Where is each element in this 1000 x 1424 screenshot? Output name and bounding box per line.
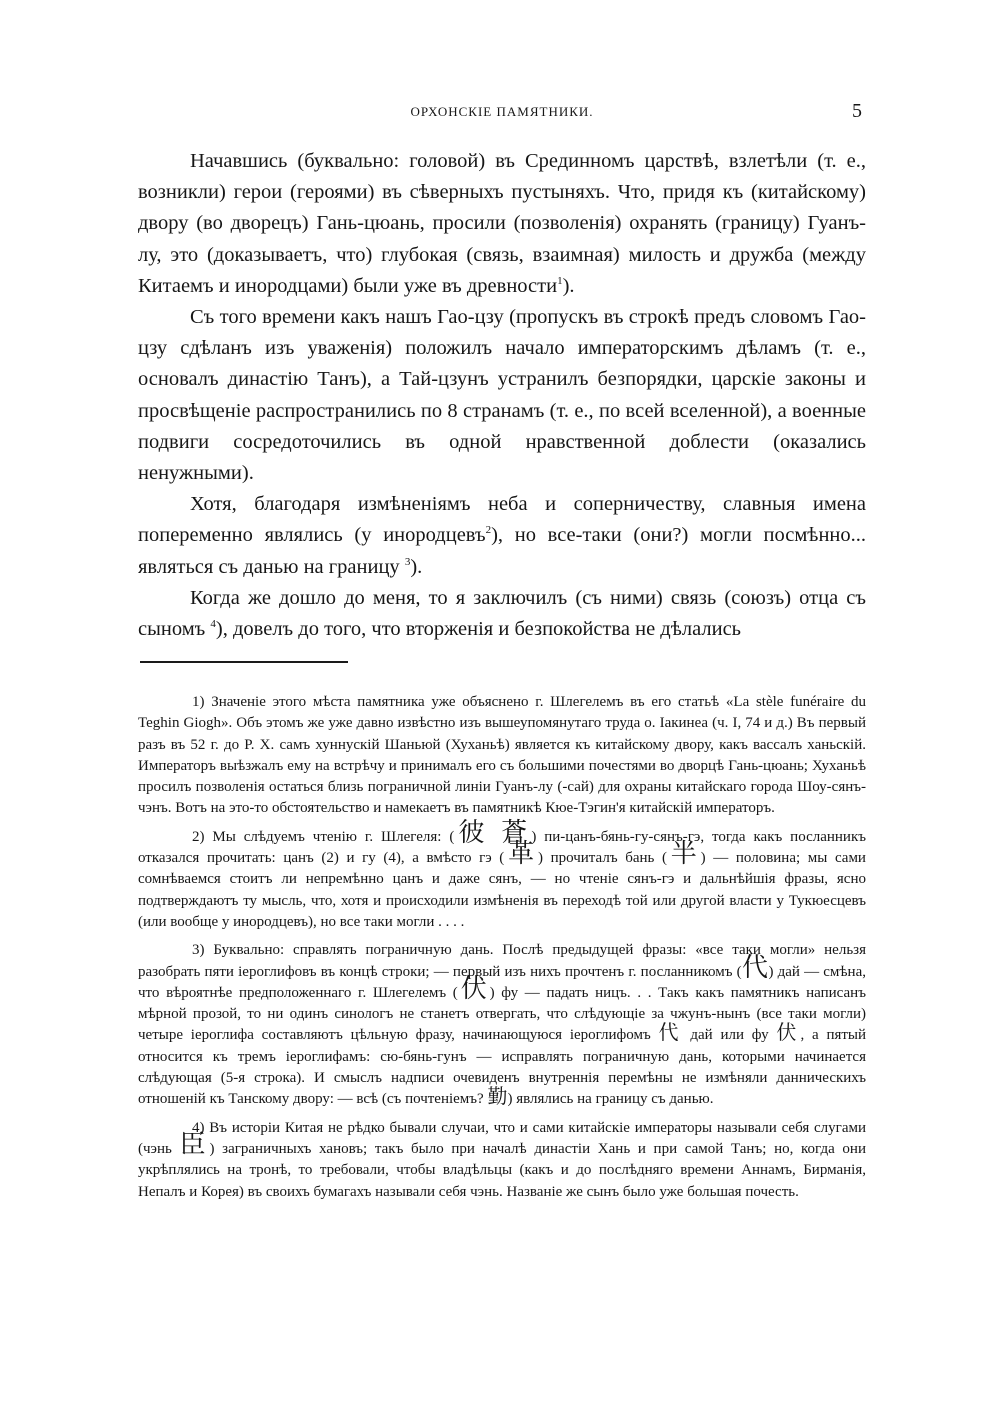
footnote-divider	[140, 661, 348, 663]
paragraph-2: Съ того времени какъ нашъ Гао-цзу (пропускъ въ строкѣ предъ словомъ Гао-цзу сдѣланъ изъ уваженія) положилъ начало императорскимъ дѣламъ (т. е., основалъ династію Танъ), а Тай-цзунъ устранилъ безпорядки, царскіе законы и просвѣщеніе распространились по 8 странамъ (т. е., по всей вселенной), а военные подвиги сосредоточились въ одной нравственной доблести (оказались ненужными).	[138, 306, 866, 485]
footnote-1: 1) Значеніе этого мѣста памятника уже объяснено г. Шлегелемъ въ его статьѣ «La stèle funéraire du Teghin Giogh». Объ этомъ же уже давно извѣстно изъ вышеупомянутаго труда о. Іакинеа (ч. I, 74 и д.) Въ первый разъ въ 52 г. до Р. Х. самъ хуннускій Шаньюй (Хуханьѣ) является къ китайскому двору, какъ вассалъ ханьскій. Императоръ выѣзжалъ ему на встрѣчу и принималъ его съ большими почестями во дворцѣ Гань-цюань; Хуханьѣ просилъ позволенія остаться близь пограничной линіи Гуанъ-лу (-сай) для охраны китайскаго города Шоу-сянъ-чэнъ. Вотъ на это-то обстоятельство и намекаетъ въ памятникѣ Кюе-Тэгин'я китайскій императоръ.	[138, 694, 866, 817]
footnote-ref-2[interactable]: 2	[485, 524, 492, 537]
chinese-character: 伏	[776, 1020, 801, 1045]
paragraph-3: Хотя, благодаря измѣненіямъ неба и соперничеству, славныя имена попеременно являлись (у инородцевъ$^2$), но все-таки (они?) могли посмѣнно... являться съ данью на границу $^3$).	[138, 493, 867, 578]
footnote-2: 2) Мы слѣдуемъ чтенію г. Шлегеля: (彼 蒼) пи-цанъ-бянь-гу-сянъ-гэ, тогда какъ посланникъ отказался прочитать: цанъ (2) и гу (4), а вмѣсто гэ (革) прочиталъ бань (半) — половина; мы сами сомнѣваемся стоитъ ли непремѣнно цанъ и даже сянъ, — но чтеніе сянъ-гэ и дальнѣйшія фразы, ясно подтверждаютъ ту мысль, что, хотя и происходили измѣненія въ переходѣ той или другой власти у Тукюесцевъ (или вообще у инородцевъ), но все таки могли . . . .	[138, 817, 867, 930]
chinese-characters: 彼 蒼	[454, 817, 532, 848]
running-title: ОРХОНСКІЕ ПАМЯТНИКИ.	[410, 104, 594, 119]
page-header	[138, 100, 866, 124]
main-text	[138, 146, 866, 645]
paragraph-4: Когда же дошло до меня, то я заключилъ (съ ними) связь (союзъ) отца съ сыномъ $^4$), довелъ до того, что вторженія и безпокойства не дѣлались	[138, 586, 866, 641]
footnote-ref-3[interactable]: 3	[404, 555, 411, 568]
chinese-character: 伏	[457, 973, 490, 1004]
footnote-3: 3) Буквально: справлять пограничную дань. Послѣ предыдущей фразы: «все таки могли» нельзя разобрать пяти іероглифовъ въ концѣ строки; — первый изъ нихъ прочтенъ г. посланникомъ (代) дай — смѣна, что вѣроятнѣе предположеннаго г. Шлегелемъ (伏) фу — падать ницъ. . . Такъ какъ памятникъ написанъ мѣрной прозой, то ни одинъ синологъ не станетъ отвергать, что слѣдующіе за чжунъ-нынъ (все таки могли) четыре іероглифа составляютъ цѣльную фразу, начинающуюся іероглифомъ 代 дай или фу 伏, а пятый относится къ тремъ іероглифамъ: сю-бянь-гунъ — исправлять пограничную дань, которыми начинается слѣдующая (5-я строка). И смыслъ надписи очевиденъ внутреннія перемѣны не измѣняли данническихъ отношеній къ Танскому двору: — всѣ (съ почтеніемъ? 勤) являлись на границу съ данью.	[138, 942, 867, 1109]
chinese-character: 臣	[179, 1129, 210, 1160]
chinese-character: 代	[741, 952, 769, 983]
footnote-ref-1[interactable]: 1	[557, 274, 563, 287]
footnotes	[138, 692, 866, 1210]
paragraph-1: Начавшись (буквально: головой) въ Срединномъ царствѣ, взлетѣли (т. е., возникли) герои (героями) въ сѣверныхъ пустыняхъ. Что, придя къ (китайскому) двору (во дворецъ) Гань-цюань, просили (позволенія) охранять (границу) Гуанъ-лу, это (доказываетъ, что) глубокая (связь, взаимная) милость и дружба (между Китаемъ и инородцами) были уже въ древности$^1$).	[138, 150, 866, 297]
chinese-character: 勤	[487, 1084, 508, 1109]
chinese-character: 半	[666, 839, 701, 870]
footnote-ref-4[interactable]: 4	[210, 618, 216, 631]
chinese-character: 革	[504, 839, 538, 870]
footnote-4: 4) Въ исторіи Китая не рѣдко бывали случаи, что и сами китайскіе императоры называли себя слугами (чэнь 臣) заграничныхъ хановъ; такъ было при началѣ династіи Хань и при самой Танъ; но, когда они укрѣплялись на тронѣ, то требовали, чтобы владѣльцы (какъ и до послѣдняго времени Аннамъ, Бирманія, Непалъ и Корея) въ своихъ бумагахъ называли себя чэнь. Названіе же сынъ было уже большая почесть.	[138, 1119, 866, 1200]
chinese-character: 代	[658, 1020, 683, 1045]
page-number: 5	[852, 100, 862, 122]
